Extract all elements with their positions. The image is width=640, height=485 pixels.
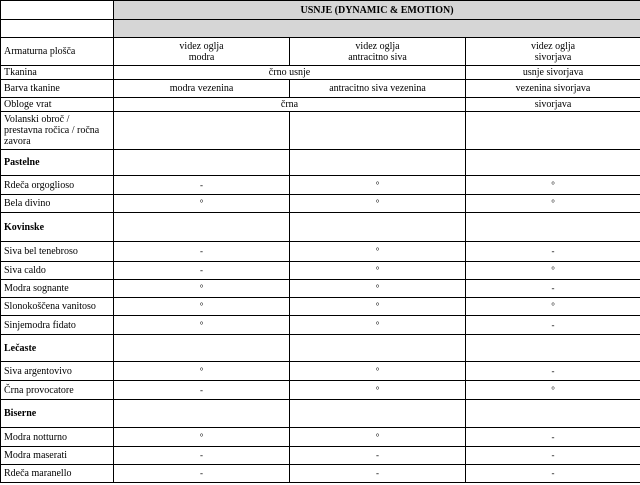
color-name: Siva argentovivo bbox=[1, 362, 114, 381]
corner-cell bbox=[1, 1, 114, 20]
availability-mark: ° bbox=[290, 381, 466, 400]
barva-col3: vezenina sivorjava bbox=[466, 80, 640, 98]
section-title: Lečaste bbox=[1, 335, 114, 362]
section-empty-cell bbox=[466, 400, 640, 428]
availability-mark: ° bbox=[290, 280, 466, 298]
table-row bbox=[1, 262, 640, 280]
table-row bbox=[1, 242, 640, 262]
availability-mark: ° bbox=[114, 428, 290, 447]
header-gray-band bbox=[114, 20, 640, 38]
availability-mark: - bbox=[290, 465, 466, 483]
tkanina-col3: usnje sivorjava bbox=[466, 66, 640, 80]
availability-mark: ° bbox=[290, 362, 466, 381]
tkanina-label: Tkanina bbox=[1, 66, 114, 80]
color-name: Modra maserati bbox=[1, 447, 114, 465]
armatura-col2-line2: antracitno siva bbox=[348, 51, 407, 63]
table-row bbox=[1, 465, 640, 483]
section-empty-cell bbox=[290, 213, 466, 242]
availability-mark: - bbox=[466, 280, 640, 298]
section-empty-cell bbox=[466, 213, 640, 242]
availability-mark: ° bbox=[114, 298, 290, 316]
availability-mark: - bbox=[466, 242, 640, 262]
section-empty-cell bbox=[114, 213, 290, 242]
section-empty-cell bbox=[114, 150, 290, 176]
obloge-col3: sivorjava bbox=[466, 98, 640, 112]
availability-mark: - bbox=[466, 447, 640, 465]
obloge-merged: črna bbox=[114, 98, 466, 112]
color-name: Sinjemodra fidato bbox=[1, 316, 114, 335]
section-empty-cell bbox=[290, 400, 466, 428]
table-row bbox=[1, 195, 640, 213]
availability-mark: - bbox=[114, 262, 290, 280]
availability-mark: ° bbox=[290, 428, 466, 447]
availability-mark: ° bbox=[466, 262, 640, 280]
armatura-col2-line1: videz oglja bbox=[355, 40, 400, 52]
section-empty-cell bbox=[114, 400, 290, 428]
section-title: Biserne bbox=[1, 400, 114, 428]
availability-mark: ° bbox=[290, 176, 466, 195]
color-name: Črna provocatore bbox=[1, 381, 114, 400]
section-empty-cell bbox=[466, 335, 640, 362]
availability-mark: - bbox=[114, 447, 290, 465]
armatura-col1-line1: videz oglja bbox=[179, 40, 224, 52]
availability-mark: ° bbox=[466, 298, 640, 316]
color-name: Slonokoščena vanitoso bbox=[1, 298, 114, 316]
table-row bbox=[1, 447, 640, 465]
section-empty-cell bbox=[290, 150, 466, 176]
tkanina-merged: črno usnje bbox=[114, 66, 466, 80]
obloge-label: Obloge vrat bbox=[1, 98, 114, 112]
table-row bbox=[1, 298, 640, 316]
color-name: Rdeča maranello bbox=[1, 465, 114, 483]
availability-mark: ° bbox=[114, 362, 290, 381]
barva-col1: modra vezenina bbox=[114, 80, 290, 98]
table-row bbox=[1, 280, 640, 298]
armatura-col3-line2: sivorjava bbox=[534, 51, 572, 63]
armatura-col1 bbox=[114, 38, 290, 66]
color-name: Modra notturno bbox=[1, 428, 114, 447]
availability-mark: - bbox=[114, 465, 290, 483]
section-empty-cell bbox=[466, 150, 640, 176]
table-title: USNJE (DYNAMIC & EMOTION) bbox=[114, 1, 640, 20]
armatura-col1-line2: modra bbox=[188, 51, 215, 63]
availability-mark: ° bbox=[290, 316, 466, 335]
armatura-label: Armaturna plošča bbox=[1, 38, 114, 66]
availability-mark: - bbox=[466, 316, 640, 335]
color-name: Siva bel tenebroso bbox=[1, 242, 114, 262]
armatura-col3 bbox=[466, 38, 640, 66]
table-row bbox=[1, 381, 640, 400]
color-name: Rdeča orgoglioso bbox=[1, 176, 114, 195]
availability-mark: - bbox=[466, 465, 640, 483]
availability-mark: ° bbox=[466, 381, 640, 400]
volanski-col3 bbox=[466, 112, 640, 150]
volanski-col1 bbox=[114, 112, 290, 150]
availability-mark: - bbox=[114, 242, 290, 262]
table-row bbox=[1, 316, 640, 335]
availability-mark: ° bbox=[114, 280, 290, 298]
table-row bbox=[1, 176, 640, 195]
armatura-col3-line1: videz oglja bbox=[530, 40, 576, 52]
volanski-col2 bbox=[290, 112, 466, 150]
armatura-col2 bbox=[290, 38, 466, 66]
availability-mark: ° bbox=[290, 242, 466, 262]
section-title: Kovinske bbox=[1, 213, 114, 242]
color-name: Modra sognante bbox=[1, 280, 114, 298]
color-name: Bela divino bbox=[1, 195, 114, 213]
availability-mark: - bbox=[466, 362, 640, 381]
availability-mark: - bbox=[114, 381, 290, 400]
availability-mark: - bbox=[466, 428, 640, 447]
availability-mark: ° bbox=[290, 195, 466, 213]
volanski-label: Volanski obroč / prestavna ročica / ročna zavora bbox=[1, 112, 114, 150]
availability-mark: - bbox=[290, 447, 466, 465]
section-empty-cell bbox=[290, 335, 466, 362]
color-name: Siva caldo bbox=[1, 262, 114, 280]
availability-mark: ° bbox=[290, 298, 466, 316]
barva-label: Barva tkanine bbox=[1, 80, 114, 98]
section-title: Pastelne bbox=[1, 150, 114, 176]
availability-mark: ° bbox=[466, 195, 640, 213]
table-row bbox=[1, 428, 640, 447]
section-empty-cell bbox=[114, 335, 290, 362]
availability-mark: ° bbox=[114, 195, 290, 213]
table-row bbox=[1, 362, 640, 381]
barva-col2: antracitno siva vezenina bbox=[290, 80, 466, 98]
availability-mark: - bbox=[114, 176, 290, 195]
availability-mark: ° bbox=[114, 316, 290, 335]
corner-cell-2 bbox=[1, 20, 114, 38]
availability-mark: ° bbox=[290, 262, 466, 280]
availability-mark: ° bbox=[466, 176, 640, 195]
